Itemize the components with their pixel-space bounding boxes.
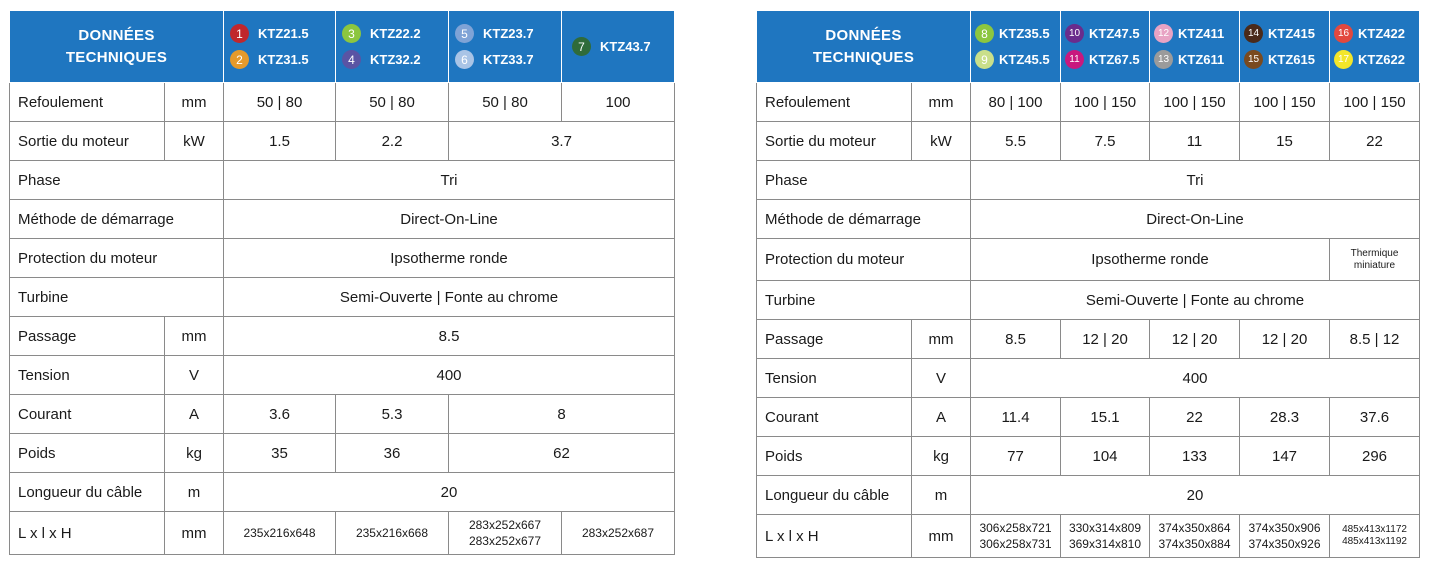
model-name: KTZ611 (1178, 52, 1225, 67)
model-badge (449, 21, 561, 47)
model-group-16 (1330, 11, 1420, 83)
row-unit: mm (912, 515, 971, 558)
cell-value: 50 | 80 (336, 83, 449, 122)
row-courant (757, 398, 1420, 437)
row-cable (10, 473, 675, 512)
cell-value: 104 (1061, 437, 1150, 476)
model-badge (562, 34, 674, 60)
left-spec-table (9, 10, 675, 555)
row-label: Protection du moteur (10, 239, 224, 278)
cell-value: 330x314x809 369x314x810 (1061, 515, 1150, 558)
row-poids (757, 437, 1420, 476)
row-unit: A (165, 395, 224, 434)
model-name: KTZ67.5 (1089, 52, 1140, 67)
row-poids (10, 434, 675, 473)
model-group-3 (449, 11, 562, 83)
row-label: Longueur du câble (10, 473, 165, 512)
model-badge (449, 47, 561, 73)
row-label: Courant (10, 395, 165, 434)
model-number-icon: 2 (230, 50, 249, 69)
row-label: L x l x H (757, 515, 912, 558)
cell-value: 400 (224, 356, 675, 395)
model-badge (971, 21, 1060, 47)
cell-value: 28.3 (1240, 398, 1330, 437)
row-label: Phase (757, 161, 971, 200)
model-number-icon: 5 (455, 24, 474, 43)
model-group-14 (1240, 11, 1330, 83)
cell-value: Tri (971, 161, 1420, 200)
model-name: KTZ615 (1268, 52, 1315, 67)
cell-value: 100 | 150 (1150, 83, 1240, 122)
cell-value: 11 (1150, 122, 1240, 161)
cell-value: 12 | 20 (1150, 320, 1240, 359)
model-number-icon: 12 (1154, 24, 1173, 43)
model-number-icon: 17 (1334, 50, 1353, 69)
model-number-icon: 15 (1244, 50, 1263, 69)
row-turbine (10, 278, 675, 317)
cell-value: 400 (971, 359, 1420, 398)
cell-value: Ipsotherme ronde (224, 239, 675, 278)
cell-value: 100 | 150 (1330, 83, 1420, 122)
model-badge (1330, 47, 1419, 73)
cell-value: 77 (971, 437, 1061, 476)
cell-value: 100 | 150 (1240, 83, 1330, 122)
model-group-12 (1150, 11, 1240, 83)
model-badge (336, 47, 448, 73)
cell-value: 283x252x667 283x252x677 (449, 512, 562, 555)
table-title: DONNÉES TECHNIQUES (757, 11, 971, 83)
cell-value: 5.5 (971, 122, 1061, 161)
row-label: Méthode de démarrage (10, 200, 224, 239)
row-unit: V (165, 356, 224, 395)
cell-value: 62 (449, 434, 675, 473)
row-cable (757, 476, 1420, 515)
row-unit: kW (912, 122, 971, 161)
row-unit: m (165, 473, 224, 512)
row-label: Turbine (10, 278, 224, 317)
cell-value: 20 (971, 476, 1420, 515)
row-phase (10, 161, 675, 200)
row-unit: mm (912, 83, 971, 122)
row-unit: mm (165, 317, 224, 356)
cell-value: 374x350x906 374x350x926 (1240, 515, 1330, 558)
model-name: KTZ45.5 (999, 52, 1050, 67)
cell-value: Direct-On-Line (224, 200, 675, 239)
model-name: KTZ35.5 (999, 26, 1050, 41)
row-unit: m (912, 476, 971, 515)
model-name: KTZ415 (1268, 26, 1315, 41)
cell-value: 36 (336, 434, 449, 473)
row-label: L x l x H (10, 512, 165, 555)
cell-value: Semi-Ouverte | Fonte au chrome (224, 278, 675, 317)
model-number-icon: 6 (455, 50, 474, 69)
row-unit: A (912, 398, 971, 437)
cell-value: 80 | 100 (971, 83, 1061, 122)
model-group-10 (1061, 11, 1150, 83)
model-number-icon: 1 (230, 24, 249, 43)
model-badge (1330, 21, 1419, 47)
row-label: Longueur du câble (757, 476, 912, 515)
model-badge (224, 47, 335, 73)
model-name: KTZ411 (1178, 26, 1225, 41)
model-number-icon: 16 (1334, 24, 1353, 43)
cell-value: 8.5 (224, 317, 675, 356)
model-group-8 (971, 11, 1061, 83)
model-name: KTZ33.7 (483, 52, 534, 67)
row-label: Poids (10, 434, 165, 473)
row-tension (10, 356, 675, 395)
cell-value: 7.5 (1061, 122, 1150, 161)
row-label: Refoulement (757, 83, 912, 122)
model-number-icon: 10 (1065, 24, 1084, 43)
cell-value: 306x258x721 306x258x731 (971, 515, 1061, 558)
row-label: Sortie du moteur (757, 122, 912, 161)
cell-value: 5.3 (336, 395, 449, 434)
model-name: KTZ22.2 (370, 26, 421, 41)
row-label: Passage (10, 317, 165, 356)
row-sortie (757, 122, 1420, 161)
cell-value: 12 | 20 (1240, 320, 1330, 359)
cell-value: 3.7 (449, 122, 675, 161)
cell-value: 22 (1150, 398, 1240, 437)
model-badge (1240, 47, 1329, 73)
cell-value: Tri (224, 161, 675, 200)
cell-value: 485x413x1172 485x413x1192 (1330, 515, 1420, 558)
row-demarrage (10, 200, 675, 239)
cell-value: 37.6 (1330, 398, 1420, 437)
model-badge (1150, 21, 1239, 47)
cell-value: 1.5 (224, 122, 336, 161)
cell-value: Thermique miniature (1330, 239, 1420, 281)
row-refoulement (10, 83, 675, 122)
cell-value: Direct-On-Line (971, 200, 1420, 239)
row-unit: mm (912, 320, 971, 359)
model-badge (1240, 21, 1329, 47)
model-name: KTZ23.7 (483, 26, 534, 41)
row-label: Sortie du moteur (10, 122, 165, 161)
row-label: Protection du moteur (757, 239, 971, 281)
model-name: KTZ622 (1358, 52, 1405, 67)
row-unit: kW (165, 122, 224, 161)
table-title: DONNÉES TECHNIQUES (10, 11, 224, 83)
cell-value: 296 (1330, 437, 1420, 476)
model-badge (1061, 47, 1149, 73)
row-unit: kg (912, 437, 971, 476)
cell-value: Semi-Ouverte | Fonte au chrome (971, 281, 1420, 320)
cell-value: Ipsotherme ronde (971, 239, 1330, 281)
cell-value: 133 (1150, 437, 1240, 476)
cell-value: 147 (1240, 437, 1330, 476)
model-number-icon: 8 (975, 24, 994, 43)
model-badge (336, 21, 448, 47)
cell-value: 8 (449, 395, 675, 434)
cell-value: 8.5 (971, 320, 1061, 359)
row-label: Phase (10, 161, 224, 200)
row-unit: mm (165, 512, 224, 555)
model-number-icon: 9 (975, 50, 994, 69)
model-number-icon: 13 (1154, 50, 1173, 69)
row-label: Tension (757, 359, 912, 398)
cell-value: 235x216x668 (336, 512, 449, 555)
row-label: Poids (757, 437, 912, 476)
cell-value: 283x252x687 (562, 512, 675, 555)
cell-value: 100 | 150 (1061, 83, 1150, 122)
cell-value: 50 | 80 (449, 83, 562, 122)
model-badge (224, 21, 335, 47)
cell-value: 12 | 20 (1061, 320, 1150, 359)
row-label: Méthode de démarrage (757, 200, 971, 239)
model-number-icon: 4 (342, 50, 361, 69)
model-name: KTZ422 (1358, 26, 1405, 41)
cell-value: 3.6 (224, 395, 336, 434)
row-dims (757, 515, 1420, 558)
cell-value: 235x216x648 (224, 512, 336, 555)
row-courant (10, 395, 675, 434)
row-label: Refoulement (10, 83, 165, 122)
row-label: Tension (10, 356, 165, 395)
row-tension (757, 359, 1420, 398)
model-name: KTZ43.7 (600, 39, 651, 54)
row-phase (757, 161, 1420, 200)
row-dims (10, 512, 675, 555)
model-group-2 (336, 11, 449, 83)
row-turbine (757, 281, 1420, 320)
row-label: Turbine (757, 281, 971, 320)
cell-value: 374x350x864 374x350x884 (1150, 515, 1240, 558)
model-number-icon: 14 (1244, 24, 1263, 43)
model-name: KTZ32.2 (370, 52, 421, 67)
row-protection (10, 239, 675, 278)
cell-value: 35 (224, 434, 336, 473)
cell-value: 2.2 (336, 122, 449, 161)
row-protection (757, 239, 1420, 281)
model-number-icon: 11 (1065, 50, 1084, 69)
cell-value: 22 (1330, 122, 1420, 161)
cell-value: 11.4 (971, 398, 1061, 437)
right-spec-table (756, 10, 1420, 558)
row-label: Courant (757, 398, 912, 437)
model-name: KTZ31.5 (258, 52, 309, 67)
model-number-icon: 7 (572, 37, 591, 56)
row-demarrage (757, 200, 1420, 239)
cell-value: 15.1 (1061, 398, 1150, 437)
row-label: Passage (757, 320, 912, 359)
row-unit: kg (165, 434, 224, 473)
model-name: KTZ21.5 (258, 26, 309, 41)
model-number-icon: 3 (342, 24, 361, 43)
model-group-4 (562, 11, 675, 83)
row-sortie (10, 122, 675, 161)
row-unit: V (912, 359, 971, 398)
model-name: KTZ47.5 (1089, 26, 1140, 41)
cell-value: 100 (562, 83, 675, 122)
model-group-1 (224, 11, 336, 83)
row-passage (757, 320, 1420, 359)
cell-value: 8.5 | 12 (1330, 320, 1420, 359)
row-passage (10, 317, 675, 356)
cell-value: 15 (1240, 122, 1330, 161)
row-refoulement (757, 83, 1420, 122)
cell-value: 50 | 80 (224, 83, 336, 122)
model-badge (1150, 47, 1239, 73)
model-badge (1061, 21, 1149, 47)
row-unit: mm (165, 83, 224, 122)
model-badge (971, 47, 1060, 73)
cell-value: 20 (224, 473, 675, 512)
